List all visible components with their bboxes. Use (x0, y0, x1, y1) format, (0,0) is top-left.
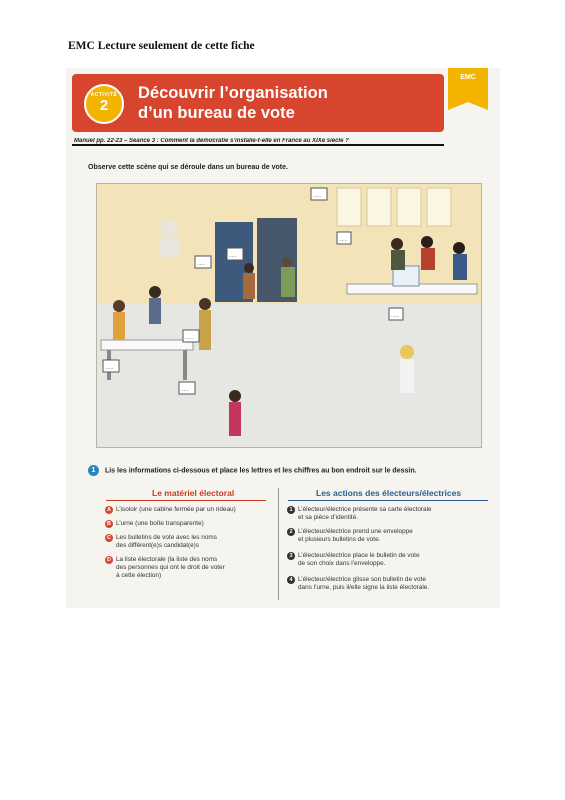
window (337, 188, 361, 226)
letter-badge: A (105, 506, 113, 514)
right-column-heading: Les actions des électeurs/électrices (316, 488, 462, 498)
letter-badge: B (105, 520, 113, 528)
scanned-worksheet (66, 68, 500, 608)
answer-box-blank: ...... (313, 193, 322, 199)
action-item-line: L’électeur/électrice glisse son bulletin de vote (298, 576, 426, 583)
window (397, 188, 421, 226)
material-item-a (107, 506, 236, 514)
material-item-line: L’urne (une boîte transparente) (116, 520, 204, 527)
number-badge: 1 (287, 506, 295, 514)
action-item-line: L’électeur/électrice prend une enveloppe (298, 528, 413, 535)
action-item-3 (289, 552, 420, 568)
polling-station-drawing (97, 184, 481, 447)
left-heading-rule (106, 500, 266, 501)
number-badge: 4 (287, 576, 295, 584)
action-item-4 (289, 576, 430, 592)
answer-box-blank: ...... (391, 313, 400, 319)
action-item-2 (289, 528, 413, 544)
material-item-line: L’isoloir (une cabine fermée par un rideau) (116, 506, 236, 513)
action-item-line: de son choix dans l’enveloppe. (298, 560, 386, 567)
marianne-bust (159, 237, 179, 257)
activity-title-line-1: Découvrir l’organisation (138, 84, 328, 102)
table-leg (183, 350, 187, 380)
activity-badge (84, 84, 124, 124)
title-banner (72, 74, 444, 132)
answer-box-blank: ...... (197, 261, 206, 267)
letter-badge: D (105, 556, 113, 564)
answer-box-blank: ...... (229, 253, 238, 259)
left-column-heading: Le matériel électoral (152, 488, 235, 498)
window (367, 188, 391, 226)
manuel-reference: Manuel pp. 22-23 – Séance 3 : Comment la démocratie s’installe-t-elle en France au XIXe siècle ? (74, 138, 349, 144)
question-text: Lis les informations ci-dessous et place les lettres et les chiffres au bon endroit sur le dessin. (104, 467, 417, 475)
strikethrough-line (72, 144, 444, 146)
scene-instruction: Observe cette scène qui se déroule dans un bureau de vote. (88, 164, 288, 171)
column-divider (278, 488, 279, 600)
letter-badge: C (105, 534, 113, 542)
polling-station-illustration (96, 183, 482, 448)
action-item-1 (289, 506, 432, 522)
material-item-line: des différent(e)s candidat(e)s (116, 542, 200, 549)
marianne-bust-head (160, 219, 178, 237)
action-item-line: dans l’urne, puis il/elle signe la liste électorale. (298, 584, 430, 591)
emc-tab: EMC (448, 68, 488, 102)
answer-box-blank: ...... (339, 237, 348, 243)
question-1 (88, 465, 488, 476)
material-item-b (107, 520, 204, 528)
answer-box-blank: ...... (185, 335, 194, 341)
activity-badge-label: ACTIVITÉ (90, 92, 118, 98)
material-item-line: La liste électorale (la liste des noms (116, 556, 218, 563)
number-badge: 3 (287, 552, 295, 560)
window (427, 188, 451, 226)
floor (97, 304, 481, 447)
page-header: EMC Lecture seulement de cette fiche (68, 40, 255, 52)
ballot-table (101, 340, 193, 350)
activity-badge-number: 2 (99, 97, 109, 114)
material-item-line: à cette élection) (116, 572, 162, 579)
activity-title-line-2: d’un bureau de vote (138, 104, 295, 122)
action-item-line: L’électeur/électrice présente sa carte électorale (298, 506, 432, 513)
material-item-c (107, 534, 217, 550)
action-item-line: et sa pièce d’identité. (298, 514, 359, 521)
answer-box-blank: ...... (181, 387, 190, 393)
right-heading-rule (288, 500, 488, 501)
number-badge: 2 (287, 528, 295, 536)
question-number: 1 (88, 465, 99, 476)
action-item-line: L’électeur/électrice place le bulletin de vote (298, 552, 420, 559)
activity-title (138, 83, 438, 123)
material-item-line: des personnes qui ont le droit de voter (116, 564, 225, 571)
action-item-line: et plusieurs bulletins de vote. (298, 536, 381, 543)
material-item-d (107, 556, 225, 580)
material-item-line: Les bulletins de vote avec les noms (116, 534, 217, 541)
answer-box-blank: ...... (105, 365, 114, 371)
